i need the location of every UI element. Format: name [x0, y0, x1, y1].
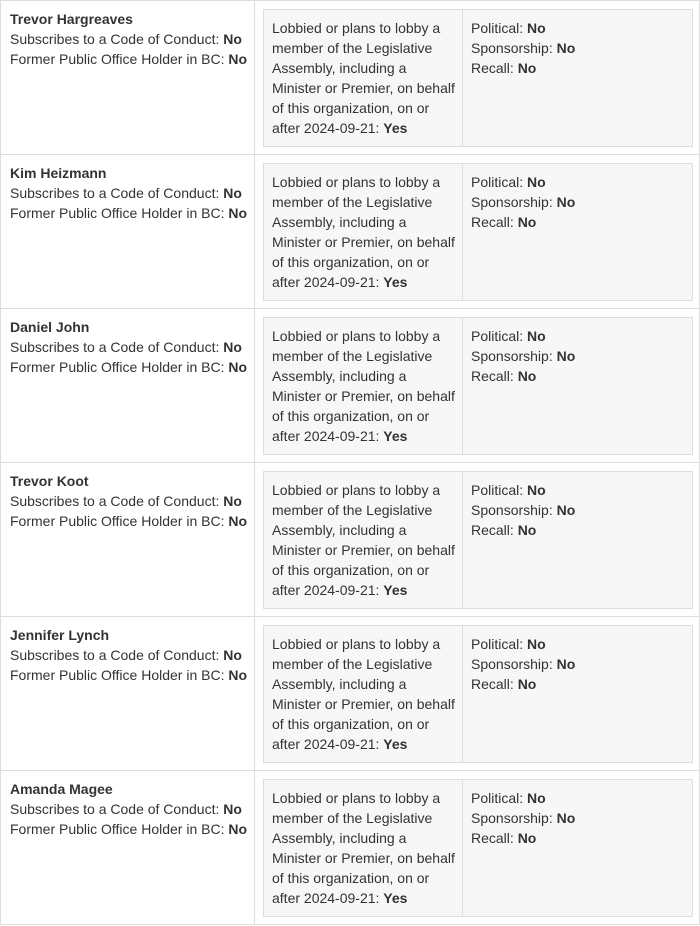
political-label: Political: [471, 174, 524, 190]
code-of-conduct-line [10, 337, 254, 357]
lobbyist-info-cell [1, 463, 255, 617]
sponsorship-line [471, 500, 685, 520]
lobbied-value: Yes [383, 428, 408, 444]
table-row [1, 463, 700, 617]
recall-value: No [517, 214, 537, 230]
recall-line [471, 520, 685, 540]
lobbying-details-table [263, 317, 693, 455]
lobbyist-info-cell [1, 1, 255, 155]
activity-type-cell [463, 10, 693, 147]
lobbyist-name: Kim Heizmann [10, 165, 107, 181]
political-label: Political: [471, 328, 524, 344]
lobbying-details-cell [255, 771, 700, 925]
sponsorship-line [471, 192, 685, 212]
lobbyist-info-cell [1, 155, 255, 309]
recall-label: Recall: [471, 214, 514, 230]
former-office-label: Former Public Office Holder in BC: [10, 51, 225, 67]
sponsorship-line [471, 38, 685, 58]
activity-type-cell [463, 164, 693, 301]
political-line [471, 172, 685, 192]
lobbying-details-table [263, 779, 693, 917]
activity-type-cell [463, 626, 693, 763]
code-of-conduct-value: No [223, 31, 242, 47]
lobbyist-table-body [1, 1, 700, 925]
former-office-line [10, 49, 254, 69]
lobbying-details-table [263, 163, 693, 301]
former-office-label: Former Public Office Holder in BC: [10, 821, 225, 837]
political-label: Political: [471, 790, 524, 806]
lobbying-details-row [264, 780, 693, 917]
sponsorship-value: No [556, 194, 576, 210]
sponsorship-label: Sponsorship: [471, 810, 553, 826]
lobbying-details-row [264, 626, 693, 763]
recall-label: Recall: [471, 522, 514, 538]
former-office-line [10, 203, 254, 223]
political-label: Political: [471, 482, 524, 498]
lobbyist-name: Amanda Magee [10, 781, 113, 797]
lobbied-label: Lobbied or plans to lobby a member of the Legislative Assembly, including a Minister or Premier, on behalf of this organization, on or after 2024-09-21: [272, 790, 455, 906]
table-row [1, 617, 700, 771]
recall-line [471, 58, 685, 78]
sponsorship-label: Sponsorship: [471, 348, 553, 364]
political-line [471, 480, 685, 500]
lobbied-cell [264, 164, 463, 301]
former-office-label: Former Public Office Holder in BC: [10, 513, 225, 529]
recall-label: Recall: [471, 60, 514, 76]
code-of-conduct-value: No [223, 647, 242, 663]
recall-line [471, 674, 685, 694]
code-of-conduct-label: Subscribes to a Code of Conduct: [10, 31, 220, 47]
former-office-line [10, 665, 254, 685]
lobbying-details-cell [255, 617, 700, 771]
code-of-conduct-line [10, 29, 254, 49]
sponsorship-label: Sponsorship: [471, 502, 553, 518]
lobbying-details-row [264, 472, 693, 609]
lobbying-details-cell [255, 1, 700, 155]
lobbyist-name: Trevor Hargreaves [10, 11, 133, 27]
table-row [1, 155, 700, 309]
political-value: No [527, 482, 546, 498]
lobbied-value: Yes [383, 736, 408, 752]
lobbied-value: Yes [383, 274, 408, 290]
political-value: No [527, 174, 546, 190]
lobbyist-info-cell [1, 771, 255, 925]
sponsorship-line [471, 654, 685, 674]
lobbying-details-row [264, 164, 693, 301]
lobbying-details-cell [255, 309, 700, 463]
lobbied-cell [264, 318, 463, 455]
recall-value: No [517, 368, 537, 384]
lobbied-label: Lobbied or plans to lobby a member of the Legislative Assembly, including a Minister or Premier, on behalf of this organization, on or after 2024-09-21: [272, 636, 455, 752]
political-line [471, 18, 685, 38]
political-line [471, 634, 685, 654]
code-of-conduct-line [10, 799, 254, 819]
lobbying-details-row [264, 318, 693, 455]
recall-label: Recall: [471, 676, 514, 692]
table-row [1, 1, 700, 155]
former-office-line [10, 819, 254, 839]
sponsorship-value: No [556, 810, 576, 826]
code-of-conduct-value: No [223, 339, 242, 355]
lobbying-details-cell [255, 463, 700, 617]
political-value: No [527, 790, 546, 806]
political-label: Political: [471, 20, 524, 36]
lobbyist-info-cell [1, 309, 255, 463]
sponsorship-value: No [556, 40, 576, 56]
former-office-value: No [228, 51, 248, 67]
former-office-value: No [228, 205, 248, 221]
code-of-conduct-value: No [223, 801, 242, 817]
former-office-value: No [228, 821, 248, 837]
code-of-conduct-line [10, 645, 254, 665]
former-office-label: Former Public Office Holder in BC: [10, 205, 225, 221]
former-office-label: Former Public Office Holder in BC: [10, 667, 225, 683]
political-line [471, 788, 685, 808]
political-value: No [527, 328, 546, 344]
activity-type-cell [463, 318, 693, 455]
table-row [1, 771, 700, 925]
former-office-value: No [228, 667, 248, 683]
code-of-conduct-label: Subscribes to a Code of Conduct: [10, 647, 220, 663]
political-value: No [527, 636, 546, 652]
lobbied-value: Yes [383, 890, 408, 906]
activity-type-cell [463, 472, 693, 609]
sponsorship-label: Sponsorship: [471, 40, 553, 56]
recall-value: No [517, 60, 537, 76]
activity-type-cell [463, 780, 693, 917]
sponsorship-line [471, 346, 685, 366]
recall-value: No [517, 676, 537, 692]
lobbied-cell [264, 780, 463, 917]
lobbied-label: Lobbied or plans to lobby a member of the Legislative Assembly, including a Minister or Premier, on behalf of this organization, on or after 2024-09-21: [272, 174, 455, 290]
recall-label: Recall: [471, 368, 514, 384]
code-of-conduct-value: No [223, 493, 242, 509]
lobbying-details-table [263, 9, 693, 147]
former-office-value: No [228, 513, 248, 529]
lobbyist-name: Jennifer Lynch [10, 627, 110, 643]
lobbying-details-row [264, 10, 693, 147]
code-of-conduct-label: Subscribes to a Code of Conduct: [10, 185, 220, 201]
sponsorship-value: No [556, 502, 576, 518]
lobbied-cell [264, 626, 463, 763]
code-of-conduct-label: Subscribes to a Code of Conduct: [10, 801, 220, 817]
sponsorship-label: Sponsorship: [471, 194, 553, 210]
lobbying-details-table [263, 625, 693, 763]
lobbied-cell [264, 10, 463, 147]
recall-line [471, 366, 685, 386]
former-office-line [10, 511, 254, 531]
table-row [1, 309, 700, 463]
sponsorship-line [471, 808, 685, 828]
code-of-conduct-line [10, 183, 254, 203]
lobbying-details-table [263, 471, 693, 609]
political-line [471, 326, 685, 346]
former-office-label: Former Public Office Holder in BC: [10, 359, 225, 375]
lobbied-label: Lobbied or plans to lobby a member of the Legislative Assembly, including a Minister or Premier, on behalf of this organization, on or after 2024-09-21: [272, 20, 455, 136]
recall-label: Recall: [471, 830, 514, 846]
code-of-conduct-label: Subscribes to a Code of Conduct: [10, 339, 220, 355]
lobbyist-name: Daniel John [10, 319, 90, 335]
recall-line [471, 212, 685, 232]
sponsorship-label: Sponsorship: [471, 656, 553, 672]
lobbied-label: Lobbied or plans to lobby a member of the Legislative Assembly, including a Minister or Premier, on behalf of this organization, on or after 2024-09-21: [272, 328, 455, 444]
political-label: Political: [471, 636, 524, 652]
recall-value: No [517, 830, 537, 846]
recall-value: No [517, 522, 537, 538]
sponsorship-value: No [556, 656, 576, 672]
political-value: No [527, 20, 546, 36]
code-of-conduct-value: No [223, 185, 242, 201]
code-of-conduct-label: Subscribes to a Code of Conduct: [10, 493, 220, 509]
lobbied-value: Yes [383, 582, 408, 598]
former-office-value: No [228, 359, 248, 375]
lobbyist-info-cell [1, 617, 255, 771]
lobbied-label: Lobbied or plans to lobby a member of the Legislative Assembly, including a Minister or Premier, on behalf of this organization, on or after 2024-09-21: [272, 482, 455, 598]
recall-line [471, 828, 685, 848]
former-office-line [10, 357, 254, 377]
code-of-conduct-line [10, 491, 254, 511]
lobbied-value: Yes [383, 120, 408, 136]
lobbyist-name: Trevor Koot [10, 473, 89, 489]
lobbied-cell [264, 472, 463, 609]
lobbying-details-cell [255, 155, 700, 309]
sponsorship-value: No [556, 348, 576, 364]
